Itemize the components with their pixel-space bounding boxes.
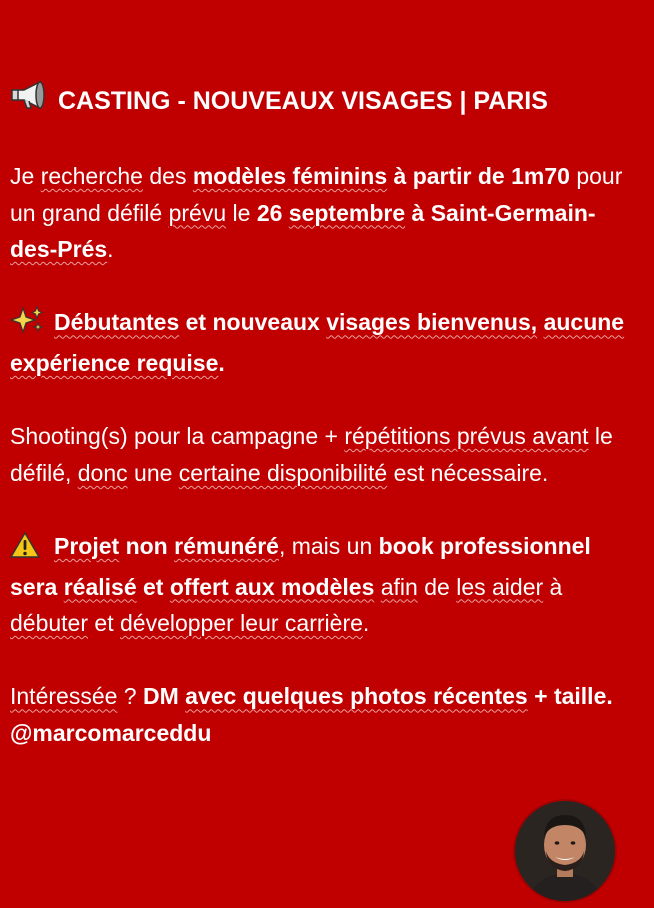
shooting-paragraph: Shooting(s) pour la campagne + répétitions prévus avant le défilé, donc une certaine disponibilité est nécessaire. [10,423,613,486]
profile-photo [513,799,617,903]
contact-paragraph: Intéressée ? DM avec quelques photos récentes + taille. [10,683,613,710]
instagram-handle[interactable]: @marcomarceddu [10,719,212,746]
warning-icon [10,532,40,569]
sparkles-icon [10,306,44,345]
casting-post [10,80,640,752]
intro-paragraph: Je recherche des modèles féminins à partir de 1m70 pour un grand défilé prévu le 26 septembre à Saint-Germain-des-Prés. [10,163,623,263]
post-title [10,80,640,122]
post-title-text: CASTING - NOUVEAUX VISAGES | PARIS [58,87,548,115]
project-paragraph: Projet non rémunéré, mais un book professionnel sera réalisé et offert aux modèles afin de les aider à débuter et développer leur carrière. [10,532,591,637]
megaphone-icon [10,80,50,122]
welcome-paragraph: Débutantes et nouveaux visages bienvenus, aucune expérience requise. [10,304,640,381]
